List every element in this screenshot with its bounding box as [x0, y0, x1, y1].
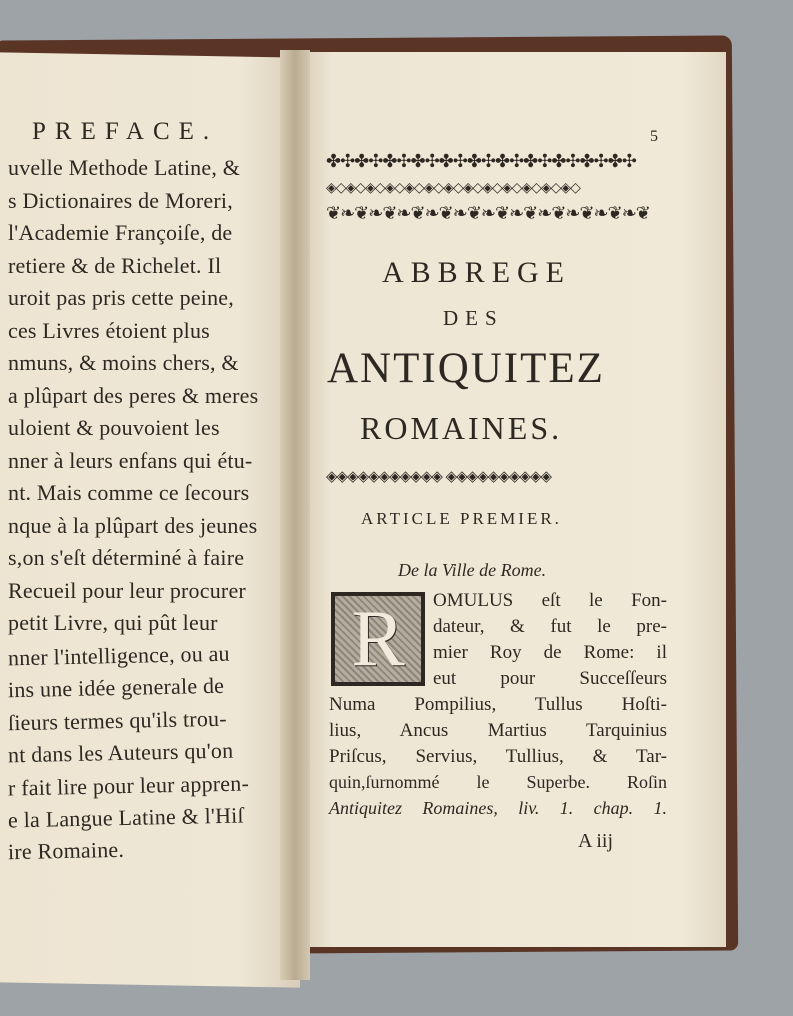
body-text-line: Numa Pompilius, Tullus Hoſti-: [329, 694, 667, 715]
title-des: DES: [443, 306, 504, 330]
left-text-line: a plûpart des peres & meres: [8, 382, 259, 408]
book-gutter: [280, 50, 310, 980]
left-text-line: nner à leurs enfans qui étu-: [8, 447, 253, 473]
left-text-line: r fait lire pour leur appren-: [7, 769, 250, 801]
title-abbrege: ABBREGE: [382, 256, 572, 289]
left-text-line: s,on s'eſt déterminé à faire: [8, 545, 245, 570]
signature-mark: A iij: [578, 830, 614, 852]
left-text-line: ins une idée generale de: [7, 672, 225, 703]
ornament-band-bottom: ❦❧❦❧❦❧❦❧❦❧❦❧❦❧❦❧❦❧❦❧❦❧❦: [326, 204, 650, 224]
body-text-line: OMULUS eſt le Fon-: [433, 590, 667, 611]
left-text-line: e la Langue Latine & l'Hiſ: [7, 802, 245, 833]
left-text-line: s Dictionaires de Moreri,: [8, 187, 233, 213]
left-text-line: Recueil pour leur procurer: [8, 577, 246, 603]
drop-cap: R: [331, 592, 425, 686]
title-antiquitez: ANTIQUITEZ: [327, 345, 605, 392]
body-text-line: Antiquitez Romaines, liv. 1. chap. 1.: [329, 798, 667, 818]
preface-heading: PREFACE.: [32, 118, 219, 145]
left-text-line: nmuns, & moins chers, &: [8, 350, 239, 375]
left-text-line: uvelle Methode Latine, &: [8, 155, 241, 180]
article-heading: ARTICLE PREMIER.: [361, 509, 562, 528]
left-text-line: nque à la plûpart des jeunes: [8, 512, 258, 538]
ornament-band-middle: ◈◇◈◇◈◇◈◇◈◇◈◇◈◇◈◇◈◇◈◇◈◇◈◇◈◇: [326, 180, 580, 196]
left-text-line: uloient & pouvoient les: [8, 415, 220, 440]
left-text-line: ire Romaine.: [7, 836, 125, 864]
left-text-line: petit Livre, qui pût leur: [8, 610, 218, 635]
body-text-line: quin,ſurnommé le Superbe. Roſin: [329, 772, 667, 792]
left-text-line: retiere & de Richelet. Il: [8, 252, 222, 278]
body-text-line: dateur, & fut le pre-: [433, 616, 667, 637]
body-text-line: eut pour Succeſſeurs: [433, 668, 667, 689]
left-text-line: nt dans les Auteurs qu'on: [7, 737, 234, 768]
body-text-line: mier Roy de Rome: il: [433, 642, 667, 663]
body-text-line: lius, Ancus Martius Tarquinius: [329, 720, 667, 741]
title-romaines: ROMAINES.: [360, 410, 563, 446]
ornament-row: ◈◈◈◈◈◈◈◈◈◈◈ ◈◈◈◈◈◈◈◈◈◈: [326, 468, 552, 485]
section-subtitle: De la Ville de Rome.: [398, 560, 547, 580]
left-text-line: ces Livres étoient plus: [8, 317, 210, 343]
left-text-line: ſieurs termes qu'ils trou-: [7, 705, 227, 735]
left-text-line: uroit pas pris cette peine,: [8, 285, 234, 310]
body-text-line: Priſcus, Servius, Tullius, & Tar-: [329, 746, 667, 767]
left-text-line: nner l'intelligence, ou au: [7, 640, 230, 670]
left-text-line: l'Academie Françoiſe, de: [8, 220, 233, 245]
left-text-line: nt. Mais comme ce ſecours: [8, 480, 250, 505]
page-number: 5: [650, 128, 658, 145]
ornament-band-top: ✤✣✤✣✤✣✤✣✤✣✤✣✤✣✤✣✤✣✤✣✤✣: [326, 152, 636, 172]
